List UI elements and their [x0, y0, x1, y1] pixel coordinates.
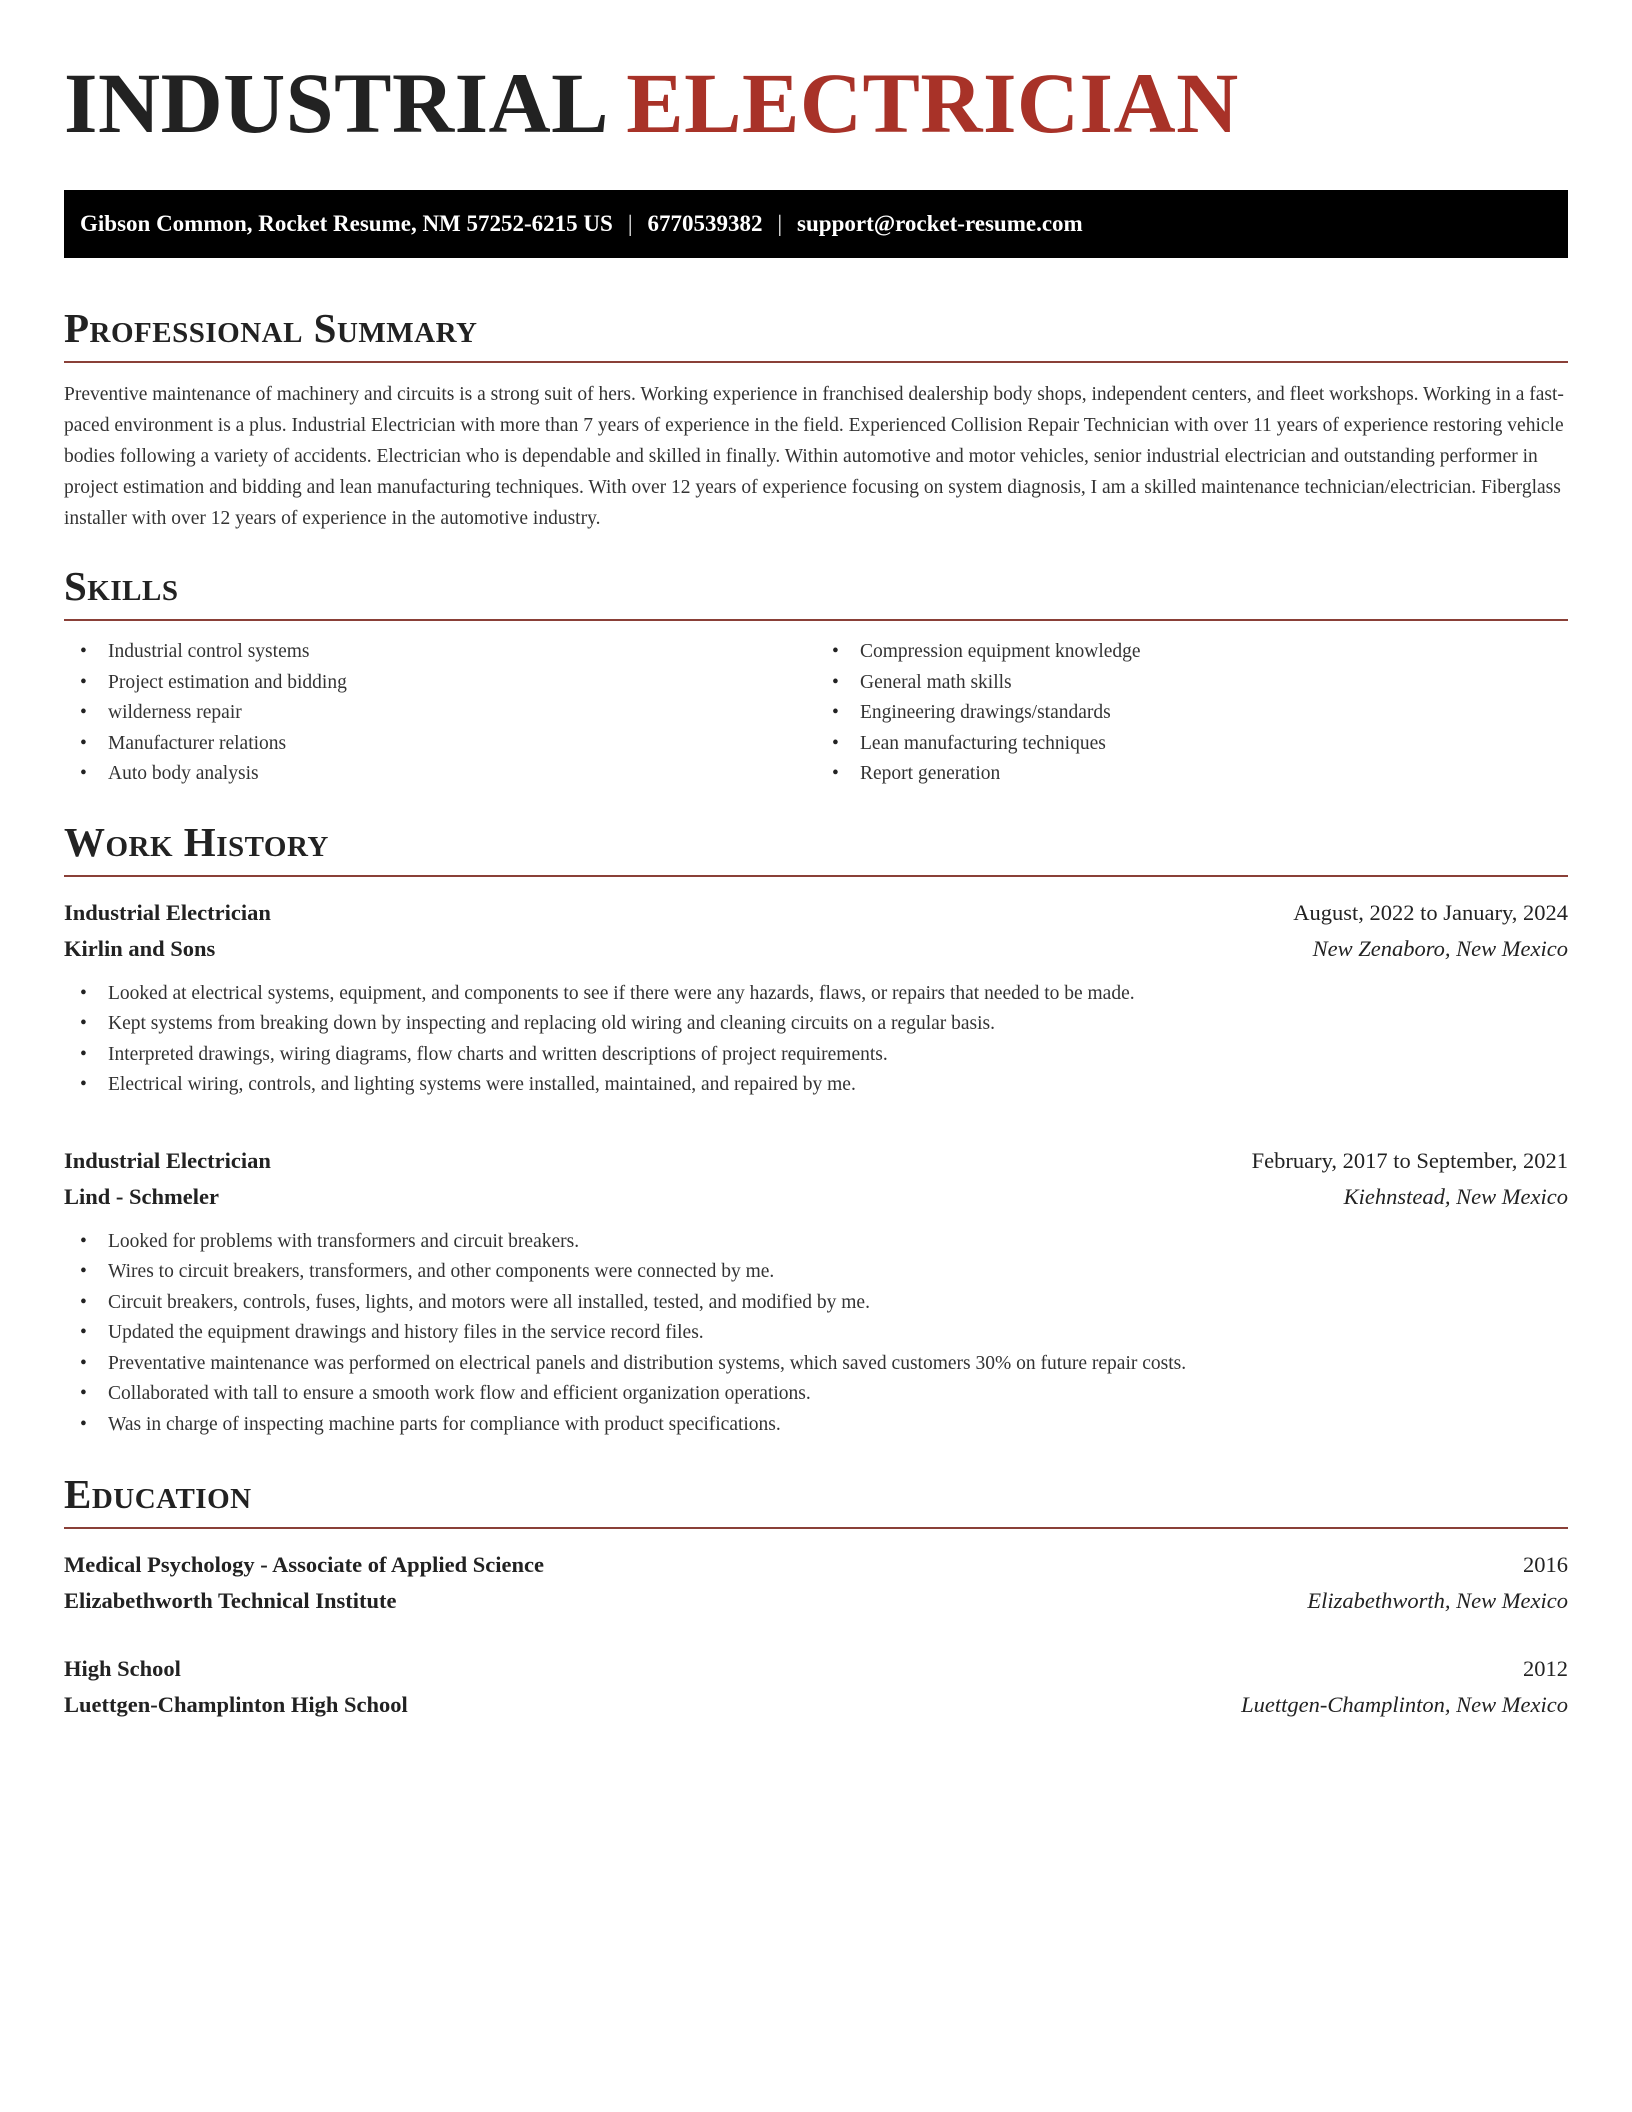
job-duties: [64, 1227, 1568, 1441]
skill-item: • Report generation: [816, 759, 1568, 790]
job-duty: • Kept systems from breaking down by inspecting and replacing old wiring and cleaning circuits on a regular basis.: [64, 1009, 1568, 1040]
job-duty: • Circuit breakers, controls, fuses, lights, and motors were all installed, tested, and modified by me.: [64, 1288, 1568, 1319]
job-company-row: [64, 931, 1568, 967]
skill-item: • Industrial control systems: [64, 637, 816, 668]
education-entry: [64, 1547, 1568, 1619]
skill-item: • Lean manufacturing techniques: [816, 729, 1568, 760]
education-school-row: [64, 1687, 1568, 1723]
skills-column-right: [816, 637, 1568, 790]
education-degree: High School: [64, 1656, 181, 1681]
skill-item: • wilderness repair: [64, 698, 816, 729]
education-location: Elizabethworth, New Mexico: [1307, 1588, 1568, 1613]
section-divider: [64, 619, 1568, 621]
name-first: INDUSTRIAL: [64, 55, 605, 151]
education-header-row: [64, 1547, 1568, 1583]
summary-heading: Professional Summary: [64, 305, 478, 351]
education-degree: Medical Psychology - Associate of Applied Science: [64, 1552, 544, 1577]
job-entry: [64, 1143, 1568, 1441]
job-company-row: [64, 1179, 1568, 1215]
job-title: Industrial Electrician: [64, 1147, 271, 1173]
job-dates: August, 2022 to January, 2024: [1293, 899, 1568, 925]
job-header-row: [64, 1143, 1568, 1179]
job-entry: [64, 895, 1568, 1101]
job-duty: • Interpreted drawings, wiring diagrams, flow charts and written descriptions of project requirements.: [64, 1040, 1568, 1071]
job-duty: • Was in charge of inspecting machine parts for compliance with product specifications.: [64, 1410, 1568, 1441]
resume-name: [64, 52, 1568, 152]
skill-item: • Compression equipment knowledge: [816, 637, 1568, 668]
skill-item: • Project estimation and bidding: [64, 668, 816, 699]
section-divider: [64, 361, 1568, 363]
job-location: Kiehnstead, New Mexico: [1343, 1183, 1568, 1209]
education-year: 2012: [1523, 1656, 1568, 1681]
contact-address: Gibson Common, Rocket Resume, NM 57252-6215 US: [80, 211, 613, 236]
job-title: Industrial Electrician: [64, 899, 271, 925]
education-school-row: [64, 1583, 1568, 1619]
skill-item: • Manufacturer relations: [64, 729, 816, 760]
job-header-row: [64, 895, 1568, 931]
contact-email: support@rocket-resume.com: [797, 211, 1083, 236]
education-location: Luettgen-Champlinton, New Mexico: [1241, 1692, 1568, 1717]
skills-list: [64, 637, 1568, 790]
education-school: Elizabethworth Technical Institute: [64, 1588, 397, 1613]
skill-item: • Engineering drawings/standards: [816, 698, 1568, 729]
contact-separator: |: [777, 211, 783, 236]
job-duty: • Looked for problems with transformers and circuit breakers.: [64, 1227, 1568, 1258]
name-last: ELECTRICIAN: [626, 55, 1239, 151]
job-duties: [64, 979, 1568, 1101]
job-duty: • Electrical wiring, controls, and lighting systems were installed, maintained, and repaired by me.: [64, 1070, 1568, 1101]
contact-separator: |: [627, 211, 633, 236]
education-heading: Education: [64, 1471, 252, 1517]
job-duty: • Collaborated with tall to ensure a smooth work flow and efficient organization operations.: [64, 1379, 1568, 1410]
job-location: New Zenaboro, New Mexico: [1312, 935, 1568, 961]
education-year: 2016: [1523, 1552, 1568, 1577]
job-duty: • Updated the equipment drawings and history files in the service record files.: [64, 1318, 1568, 1349]
education-school: Luettgen-Champlinton High School: [64, 1692, 408, 1717]
skill-item: • General math skills: [816, 668, 1568, 699]
education-header-row: [64, 1651, 1568, 1687]
skills-column-left: [64, 637, 816, 790]
section-divider: [64, 1527, 1568, 1529]
job-company: Kirlin and Sons: [64, 935, 216, 961]
job-duty: • Looked at electrical systems, equipment, and components to see if there were any hazards, flaws, or repairs that needed to be made.: [64, 979, 1568, 1010]
job-duty: • Wires to circuit breakers, transformers, and other components were connected by me.: [64, 1257, 1568, 1288]
summary-text: Preventive maintenance of machinery and circuits is a strong suit of hers. Working experience in franchised dealership body shops, independent centers, and fleet workshops. Working in a fast-paced environment is a plus. Industrial Electrician with more than 7 years of experience in the field. Experienced Collision Repair Technician with over 11 years of experience restoring vehicle bodies following a variety of accidents. Electrician who is dependable and skilled in finally. Within automotive and motor vehicles, senior industrial electrician and outstanding performer in project estimation and bidding and lean manufacturing techniques. With over 12 years of experience focusing on system diagnosis, I am a skilled maintenance technician/electrician. Fiberglass installer with over 12 years of experience in the automotive industry.: [64, 384, 1564, 529]
contact-bar: [64, 190, 1568, 258]
job-company: Lind - Schmeler: [64, 1183, 219, 1209]
contact-phone: 6770539382: [647, 211, 763, 236]
section-divider: [64, 875, 1568, 877]
skills-heading: Skills: [64, 563, 179, 609]
work-history-heading: Work History: [64, 818, 329, 865]
job-duty: • Preventative maintenance was performed on electrical panels and distribution systems, which saved customers 30% on future repair costs.: [64, 1349, 1568, 1380]
education-entry: [64, 1651, 1568, 1723]
skill-item: • Auto body analysis: [64, 759, 816, 790]
job-dates: February, 2017 to September, 2021: [1251, 1147, 1568, 1173]
